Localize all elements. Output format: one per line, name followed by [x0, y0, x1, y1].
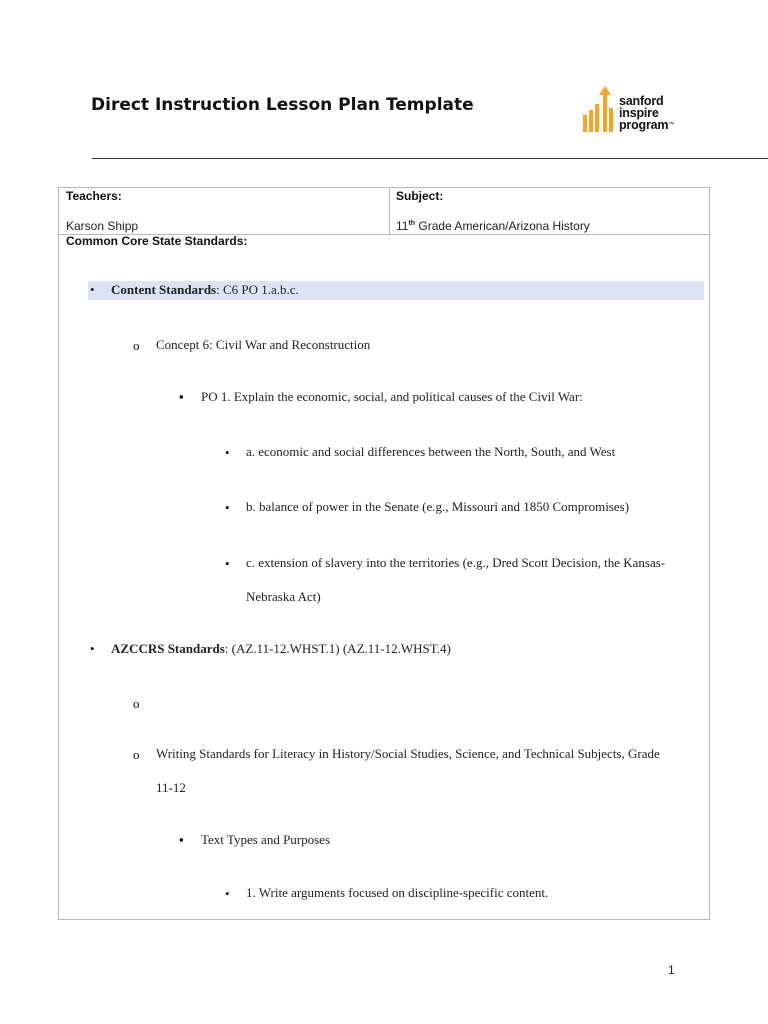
- logo-wordmark: [619, 95, 674, 131]
- square-marker: ▪: [179, 389, 184, 404]
- item-c-line-2: Nebraska Act): [246, 589, 321, 604]
- subject-label: Subject:: [396, 189, 444, 203]
- content-standards-value: : C6 PO 1.a.b.c.: [216, 282, 299, 297]
- content-standards-label: Content Standards: [111, 282, 217, 297]
- writing-standards-line-2: 11-12: [156, 780, 186, 795]
- item-b-line: b. balance of power in the Senate (e.g., Missouri and 1850 Compromises): [246, 499, 630, 514]
- page-number: 1: [668, 963, 675, 977]
- logo-line-2: inspire: [619, 106, 659, 120]
- item-c-line-1: c. extension of slavery into the territories (e.g., Dred Scott Decision, the Kansas-: [246, 555, 666, 570]
- logo-trademark: ™: [668, 122, 675, 128]
- azccrs-value: : (AZ.11-12.WHST.1) (AZ.11-12.WHST.4): [224, 641, 451, 656]
- item-1-line: 1. Write arguments focused on discipline-specific content.: [246, 885, 549, 900]
- bullet-marker: •: [225, 500, 230, 515]
- subject-grade-number: 11: [396, 219, 409, 233]
- subject-grade-suffix: th: [408, 220, 416, 227]
- bullet-marker: •: [225, 445, 230, 460]
- bullet-marker: •: [90, 282, 95, 297]
- logo-line-1: sanford: [619, 94, 664, 108]
- concept-line: Concept 6: Civil War and Reconstruction: [156, 337, 371, 352]
- bullet-marker: •: [225, 556, 230, 571]
- document-title: Direct Instruction Lesson Plan Template: [91, 95, 474, 115]
- logo-line-3: program: [619, 118, 669, 132]
- logo-bars-icon: [582, 86, 618, 134]
- subject-value: [396, 219, 590, 233]
- text-types-line: Text Types and Purposes: [201, 832, 331, 847]
- teachers-value: Karson Shipp: [66, 219, 139, 233]
- subject-grade-rest: Grade American/Arizona History: [415, 219, 590, 233]
- sanford-inspire-program-logo: [582, 86, 692, 134]
- square-marker: ▪: [179, 832, 184, 847]
- circle-marker: o: [133, 696, 140, 711]
- teachers-label: Teachers:: [66, 189, 122, 203]
- azccrs-label: AZCCRS Standards: [111, 641, 225, 656]
- standards-heading: Common Core State Standards:: [66, 234, 248, 248]
- header-cell-divider: [389, 188, 390, 234]
- circle-marker: o: [133, 338, 140, 353]
- writing-standards-line-1: Writing Standards for Literacy in History/Social Studies, Science, and Technical Subjects, Grade: [156, 746, 660, 761]
- bullet-marker: •: [225, 886, 230, 901]
- item-a-line: a. economic and social differences between the North, South, and West: [246, 444, 616, 459]
- bullet-marker: •: [90, 641, 95, 656]
- po1-line: PO 1. Explain the economic, social, and political causes of the Civil War:: [201, 389, 583, 404]
- azccrs-line: [111, 641, 451, 657]
- header-rule: [92, 158, 768, 159]
- content-standards-line: [111, 282, 299, 298]
- circle-marker: o: [133, 747, 140, 762]
